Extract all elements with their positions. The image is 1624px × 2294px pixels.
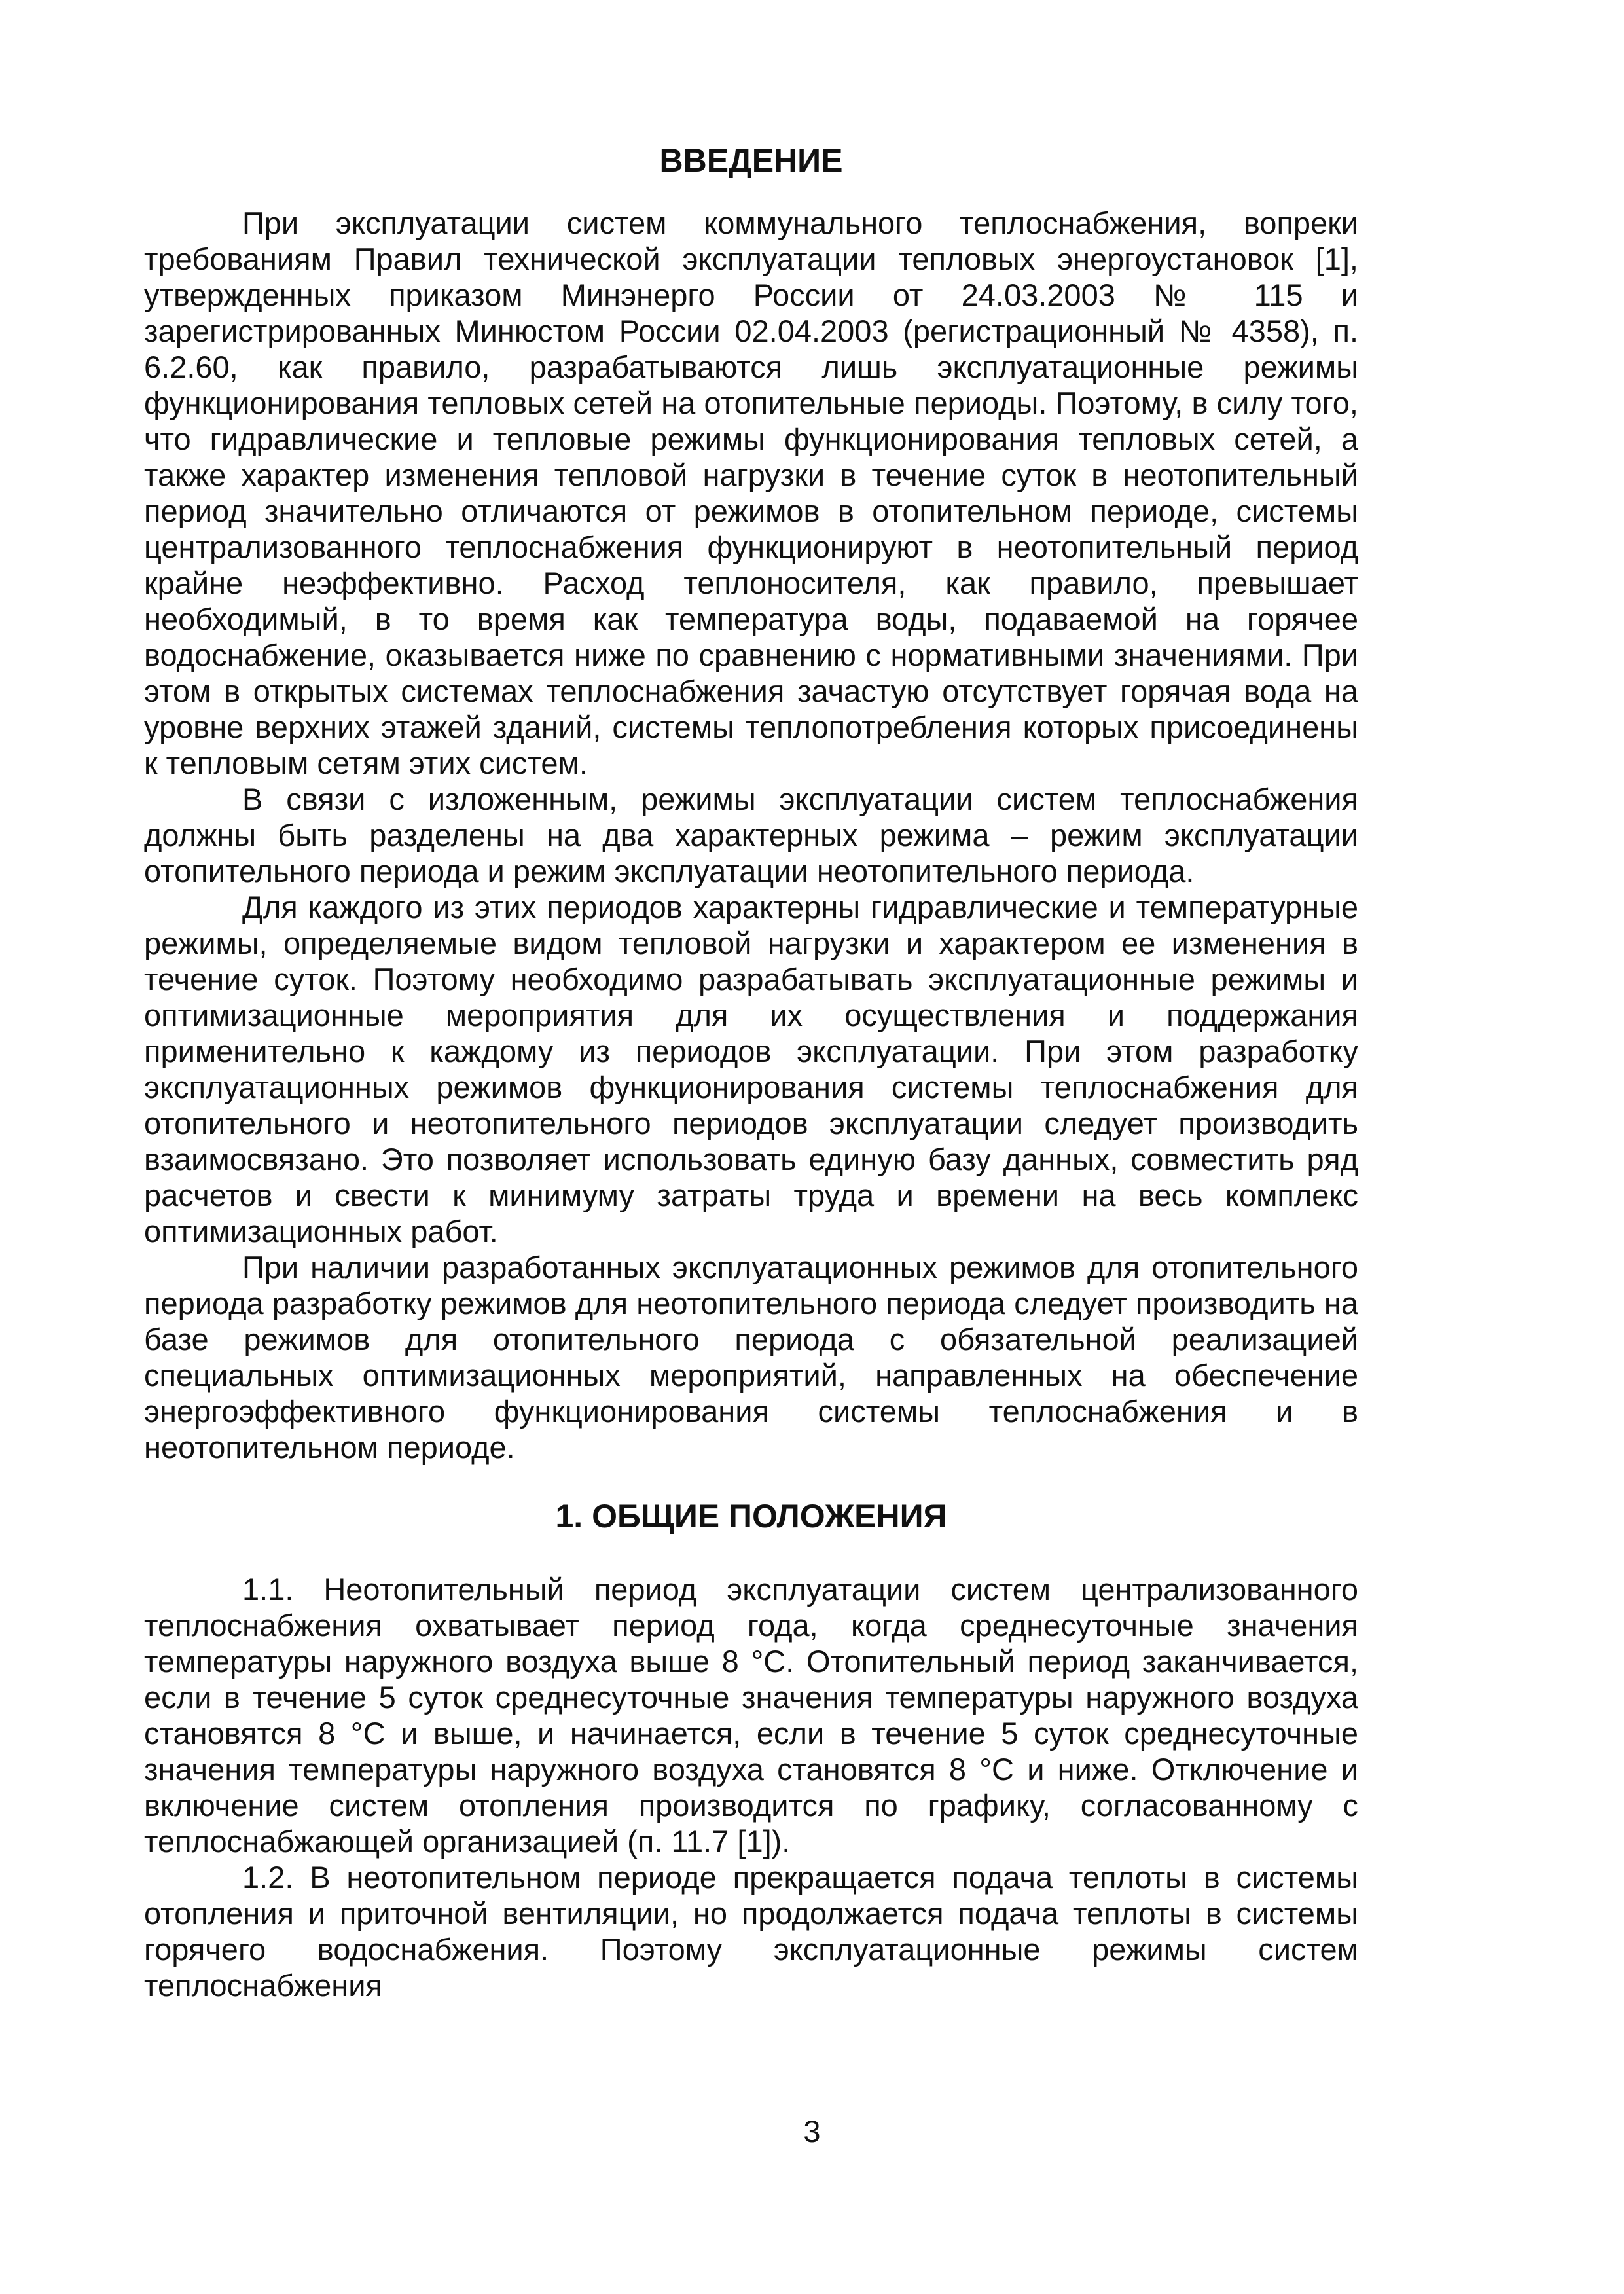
section-1-paragraph-1: 1.1. Неотопительный период эксплуатации систем централизованного теплоснабжения охватывает период года, когда среднесуточные значения температуры наружного воздуха выше 8 °С. Отопительный период заканчивается, если в течение 5 суток среднесуточные значения температуры наружного воздуха становятся 8 °С и выше, и начинается, если в течение 5 суток среднесуточные значения температуры наружного воздуха становятся 8 °С и ниже. Отключение и включение систем отопления производится по графику, согласованному с теплоснабжающей организацией (п. 11.7 [1]). (144, 1572, 1358, 1859)
section-1-heading: 1. ОБЩИЕ ПОЛОЖЕНИЯ (555, 1498, 947, 1535)
intro-paragraph-2: В связи с изложенным, режимы эксплуатации систем теплоснабжения должны быть разделены на два характерных режима – режим эксплуатации отопительного периода и режим эксплуатации неотопительного периода. (144, 782, 1358, 888)
section-1-paragraph-2: 1.2. В неотопительном периоде прекращается подача теплоты в системы отопления и приточной вентиляции, но продолжается подача теплоты в системы горячего водоснабжения. Поэтому эксплуатационные режимы систем теплоснабжения (144, 1860, 1358, 2003)
intro-paragraph-1: При эксплуатации систем коммунального теплоснабжения, вопреки требованиям Правил технической эксплуатации тепловых энергоустановок [1], утвержденных приказом Минэнерго России от 24.03.2003 № 115 и зарегистрированных Минюстом России 02.04.2003 (регистрационный № 4358), п. 6.2.60, как правило, разрабатываются лишь эксплуатационные режимы функционирования тепловых сетей на отопительные периоды. Поэтому, в силу того, что гидравлические и тепловые режимы функционирования тепловых сетей, а также характер изменения тепловой нагрузки в течение суток в неотопительный период значительно отличаются от режимов в отопительном периоде, системы централизованного теплоснабжения функционируют в неотопительный период крайне неэффективно. Расход теплоносителя, как правило, превышает необходимый, в то время как температура воды, подаваемой на горячее водоснабжение, оказывается ниже по сравнению с нормативными значениями. При этом в открытых системах теплоснабжения зачастую отсутствует горячая вода на уровне верхних этажей зданий, системы теплопотребления которых присоединены к тепловым сетям этих систем. (144, 206, 1358, 780)
intro-paragraph-3: Для каждого из этих периодов характерны гидравлические и температурные режимы, определяемые видом тепловой нагрузки и характером ее изменения в течение суток. Поэтому необходимо разрабатывать эксплуатационные режимы и оптимизационные мероприятия для их осуществления и поддержания применительно к каждому из периодов эксплуатации. При этом разработку эксплуатационных режимов функционирования системы теплоснабжения для отопительного и неотопительного периодов эксплуатации следует производить взаимосвязано. Это позволяет использовать единую базу данных, совместить ряд расчетов и свести к минимуму затраты труда и времени на весь комплекс оптимизационных работ. (144, 890, 1358, 1248)
intro-paragraph-4: При наличии разработанных эксплуатационных режимов для отопительного периода разработку режимов для неотопительного периода следует производить на базе режимов для отопительного периода с обязательной реализацией специальных оптимизационных мероприятий, направленных на обеспечение энергоэффективного функционирования системы теплоснабжения и в неотопительном периоде. (144, 1250, 1358, 1465)
page-number: 3 (803, 2114, 821, 2149)
document-page (144, 141, 1358, 2003)
intro-heading: ВВЕДЕНИЕ (659, 142, 843, 179)
